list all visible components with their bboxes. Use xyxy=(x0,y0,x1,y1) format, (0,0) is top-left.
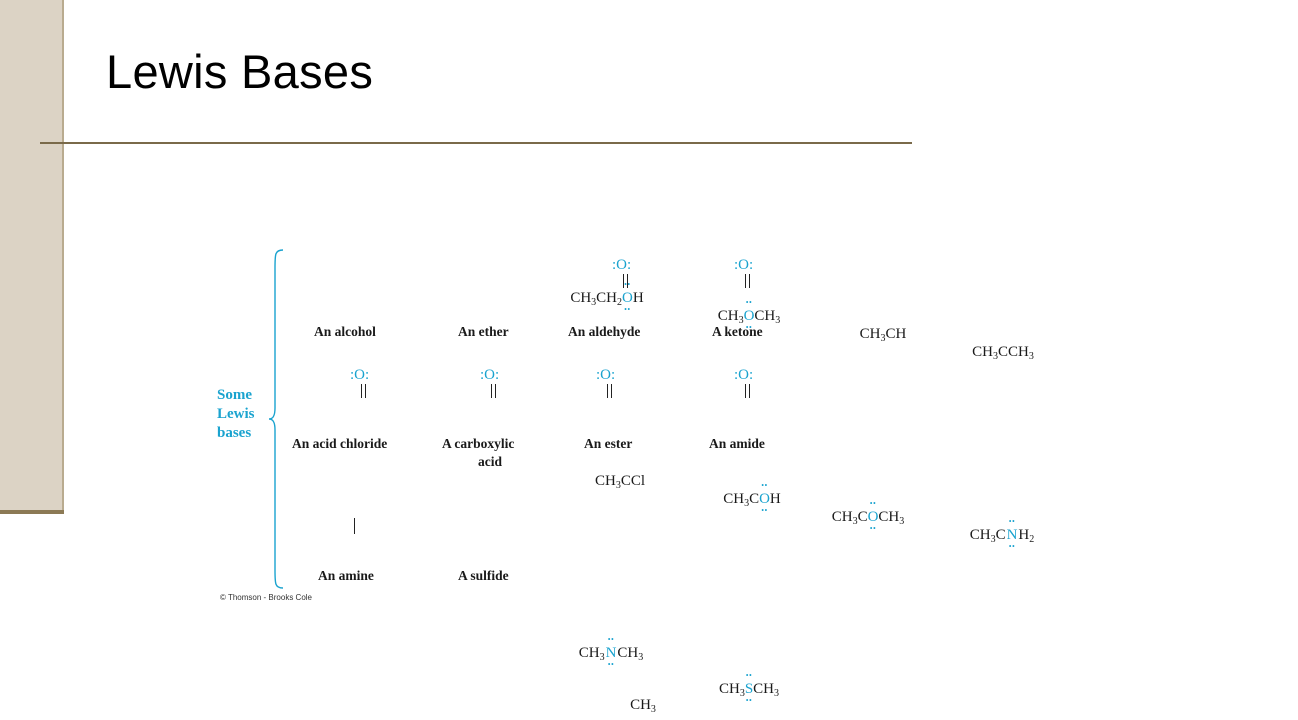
ketone-carbonyl-oxygen: :O: xyxy=(734,257,754,273)
side-decor-bar xyxy=(0,0,64,513)
ether-name: An ether xyxy=(458,324,509,339)
carboxylic-acid-double-bond xyxy=(491,384,496,398)
carboxylic-acid-name-line2: acid xyxy=(478,454,503,469)
carboxylic-acid-name: A carboxylic xyxy=(442,436,515,451)
aldehyde-name: An aldehyde xyxy=(568,324,641,339)
side-label xyxy=(217,386,255,443)
lewis-bases-figure xyxy=(212,244,1035,715)
amine-name: An amine xyxy=(318,568,374,583)
aldehyde-carbonyl-oxygen: :O: xyxy=(612,257,632,273)
amide-name: An amide xyxy=(709,436,765,451)
ester-name: An ester xyxy=(584,436,633,451)
side-decor-base xyxy=(0,510,64,514)
side-label-line-3: bases xyxy=(217,425,252,441)
aldehyde-formula: $CH_3CH$ xyxy=(859,326,907,344)
carboxylic-acid-carbonyl-oxygen: :O: xyxy=(480,367,500,383)
ether-formula: $CH_3••$ O $••CH_3$ xyxy=(454,307,1044,325)
ketone-formula: $CH_3CCH_3$ xyxy=(972,344,1034,362)
acid-chloride-carbonyl-oxygen: :O: xyxy=(350,367,370,383)
sulfide-formula: $CH_3••$ S $••CH_3$ xyxy=(454,680,1044,698)
acid-chloride-name: An acid chloride xyxy=(292,436,388,451)
ester-double-bond xyxy=(607,384,612,398)
side-label-line-2: Lewis xyxy=(217,406,255,422)
ester-carbonyl-oxygen: :O: xyxy=(596,367,616,383)
ester-formula: $CH_3C••$ O $••CH_3$ xyxy=(573,508,1163,526)
carboxylic-acid-formula: $CH_3C••$ O ••H xyxy=(457,490,1047,508)
grouping-brace xyxy=(267,248,287,590)
amine-formula: $CH_3••$ N $••CH_3$ xyxy=(316,644,906,662)
acid-chloride-double-bond xyxy=(361,384,366,398)
ketone-name: A ketone xyxy=(712,324,763,339)
aldehyde-double-bond xyxy=(623,274,628,288)
acid-chloride-formula: $CH_3CCl$ xyxy=(594,473,646,491)
amide-formula: $CH_3C••$ N $••H_2$ xyxy=(707,526,1297,544)
amine-single-bond xyxy=(354,518,355,534)
amide-carbonyl-oxygen: :O: xyxy=(734,367,754,383)
title-rule xyxy=(40,142,912,144)
alcohol-formula: $CH_3CH_2••$ O ••H xyxy=(312,289,902,307)
amide-double-bond xyxy=(745,384,750,398)
slide-title: Lewis Bases xyxy=(106,45,374,98)
side-label-line-1: Some xyxy=(217,387,252,403)
copyright-notice: © Thomson - Brooks Cole xyxy=(220,593,313,602)
alcohol-name: An alcohol xyxy=(314,324,376,339)
ketone-double-bond xyxy=(745,274,750,288)
sulfide-name: A sulfide xyxy=(458,568,509,583)
amine-methyl-branch: $CH_3$ xyxy=(630,697,656,715)
